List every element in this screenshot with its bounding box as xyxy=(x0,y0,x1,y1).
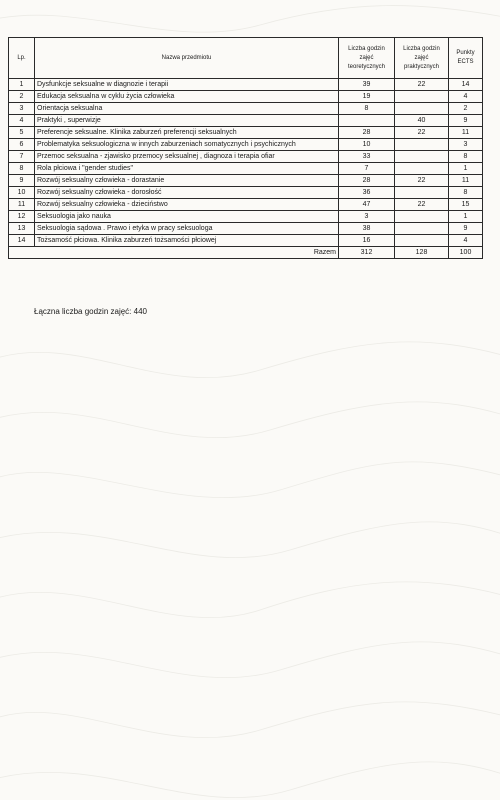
row-practice-hours xyxy=(395,151,449,163)
total-hours-summary: Łączna liczba godzin zajęć: 440 xyxy=(34,307,147,316)
table-row xyxy=(9,139,483,151)
row-lp: 7 xyxy=(9,151,35,163)
row-ects: 8 xyxy=(449,151,483,163)
header-ects: Punkty ECTS xyxy=(449,38,483,79)
row-lp: 5 xyxy=(9,127,35,139)
row-lp: 12 xyxy=(9,211,35,223)
table-row xyxy=(9,223,483,235)
row-theory-hours: 3 xyxy=(339,211,395,223)
header-practice-hours: Liczba godzin zajęć praktycznych xyxy=(395,38,449,79)
table-header-row xyxy=(9,38,483,79)
row-ects: 9 xyxy=(449,223,483,235)
row-practice-hours xyxy=(395,91,449,103)
row-lp: 13 xyxy=(9,223,35,235)
row-course-name: Rozwój seksualny człowieka - dzieciństwo xyxy=(35,199,339,211)
row-practice-hours: 22 xyxy=(395,175,449,187)
row-ects: 2 xyxy=(449,103,483,115)
row-lp: 9 xyxy=(9,175,35,187)
header-name: Nazwa przedmiotu xyxy=(35,38,339,79)
row-lp: 1 xyxy=(9,79,35,91)
table-row xyxy=(9,163,483,175)
table-row xyxy=(9,199,483,211)
row-practice-hours xyxy=(395,187,449,199)
table-row xyxy=(9,151,483,163)
row-course-name: Orientacja seksualna xyxy=(35,103,339,115)
row-course-name: Przemoc seksualna - zjawisko przemocy seksualnej , diagnoza i terapia ofiar xyxy=(35,151,339,163)
row-theory-hours: 16 xyxy=(339,235,395,247)
row-theory-hours: 28 xyxy=(339,175,395,187)
total-theory: 312 xyxy=(339,247,395,259)
row-lp: 11 xyxy=(9,199,35,211)
row-practice-hours: 22 xyxy=(395,79,449,91)
row-theory-hours: 33 xyxy=(339,151,395,163)
row-ects: 4 xyxy=(449,235,483,247)
row-course-name: Rozwój seksualny człowieka - dorosłość xyxy=(35,187,339,199)
row-theory-hours: 28 xyxy=(339,127,395,139)
total-ects: 100 xyxy=(449,247,483,259)
row-course-name: Dysfunkcje seksualne w diagnozie i terapii xyxy=(35,79,339,91)
row-ects: 14 xyxy=(449,79,483,91)
total-label: Razem xyxy=(9,247,339,259)
row-ects: 4 xyxy=(449,91,483,103)
row-theory-hours: 19 xyxy=(339,91,395,103)
row-ects: 11 xyxy=(449,127,483,139)
row-course-name: Rola płciowa i "gender studies" xyxy=(35,163,339,175)
row-course-name: Praktyki , superwizje xyxy=(35,115,339,127)
row-lp: 4 xyxy=(9,115,35,127)
header-lp: Lp. xyxy=(9,38,35,79)
row-course-name: Seksuologia sądowa . Prawo i etyka w pracy seksuologa xyxy=(35,223,339,235)
table-row xyxy=(9,115,483,127)
table-row xyxy=(9,211,483,223)
table-body xyxy=(9,79,483,247)
row-ects: 1 xyxy=(449,211,483,223)
row-course-name: Preferencje seksualne. Klinika zaburzeń preferencji seksualnych xyxy=(35,127,339,139)
row-lp: 2 xyxy=(9,91,35,103)
row-lp: 14 xyxy=(9,235,35,247)
row-theory-hours: 7 xyxy=(339,163,395,175)
row-theory-hours: 39 xyxy=(339,79,395,91)
row-theory-hours: 47 xyxy=(339,199,395,211)
table-row xyxy=(9,175,483,187)
row-theory-hours: 10 xyxy=(339,139,395,151)
row-ects: 11 xyxy=(449,175,483,187)
row-theory-hours: 38 xyxy=(339,223,395,235)
header-theory-hours: Liczba godzin zajęć teoretycznych xyxy=(339,38,395,79)
row-theory-hours xyxy=(339,115,395,127)
row-course-name: Seksuologia jako nauka xyxy=(35,211,339,223)
table-row xyxy=(9,91,483,103)
total-practice: 128 xyxy=(395,247,449,259)
row-theory-hours: 36 xyxy=(339,187,395,199)
courses-table xyxy=(8,37,483,259)
table-row xyxy=(9,127,483,139)
row-lp: 3 xyxy=(9,103,35,115)
row-course-name: Edukacja seksualna w cyklu życia człowieka xyxy=(35,91,339,103)
row-practice-hours xyxy=(395,163,449,175)
row-practice-hours: 22 xyxy=(395,199,449,211)
row-course-name: Problematyka seksuologiczna w innych zaburzeniach somatycznych i psychicznych xyxy=(35,139,339,151)
row-ects: 8 xyxy=(449,187,483,199)
row-lp: 8 xyxy=(9,163,35,175)
table-row xyxy=(9,103,483,115)
row-practice-hours: 22 xyxy=(395,127,449,139)
row-ects: 15 xyxy=(449,199,483,211)
row-ects: 1 xyxy=(449,163,483,175)
table-row xyxy=(9,187,483,199)
row-ects: 3 xyxy=(449,139,483,151)
row-practice-hours xyxy=(395,211,449,223)
row-lp: 6 xyxy=(9,139,35,151)
row-practice-hours xyxy=(395,103,449,115)
row-practice-hours xyxy=(395,223,449,235)
row-practice-hours: 40 xyxy=(395,115,449,127)
table-row xyxy=(9,79,483,91)
table-row xyxy=(9,235,483,247)
total-row xyxy=(9,247,483,259)
row-course-name: Rozwój seksualny człowieka - dorastanie xyxy=(35,175,339,187)
row-practice-hours xyxy=(395,139,449,151)
row-ects: 9 xyxy=(449,115,483,127)
row-course-name: Tożsamość płciowa. Klinika zaburzeń tożsamości płciowej xyxy=(35,235,339,247)
row-practice-hours xyxy=(395,235,449,247)
row-lp: 10 xyxy=(9,187,35,199)
row-theory-hours: 8 xyxy=(339,103,395,115)
